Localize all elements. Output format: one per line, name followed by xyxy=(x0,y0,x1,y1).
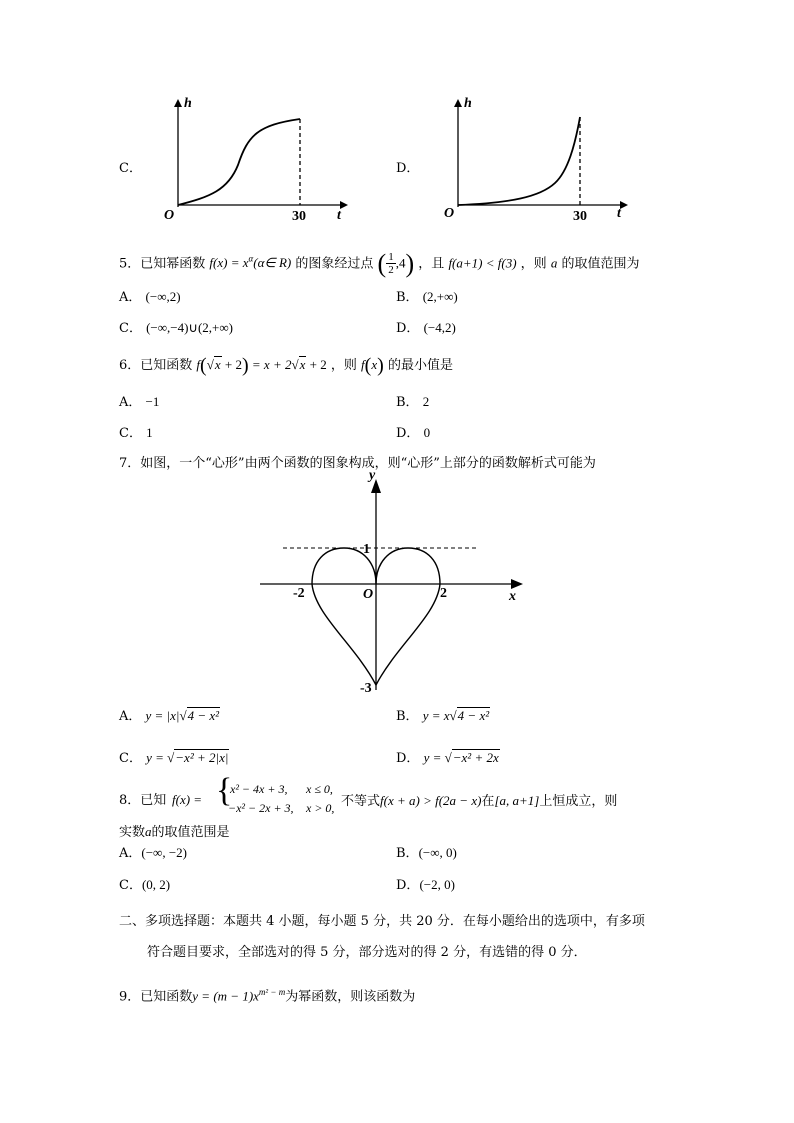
graph-c-curve xyxy=(178,119,300,205)
q8-inequality: f(x + a) > f(2a − x) xyxy=(380,793,482,808)
q5-alpha-exp: α xyxy=(248,254,254,264)
q6-option-d[interactable]: D． 0 xyxy=(396,425,431,441)
q6-fx: f xyxy=(361,357,365,372)
q8-case1-cond: x ≤ 0, xyxy=(306,782,333,796)
heart-y-label: y xyxy=(369,468,376,483)
graph-d-h-label: h xyxy=(464,96,472,111)
q9-exp: m² − m xyxy=(258,987,286,997)
q5-option-a[interactable]: A． (−∞,2) xyxy=(119,289,181,305)
graph-d-y-arrow xyxy=(454,99,462,107)
q6-eq: = x + 2 xyxy=(248,357,292,372)
q5-fraction xyxy=(386,251,396,276)
heart-graph xyxy=(255,468,535,700)
q6-f: f xyxy=(196,357,201,372)
q6-sqrt-x: x xyxy=(214,357,221,372)
q5-stem-d: ，则 xyxy=(520,256,547,272)
heart-origin: O xyxy=(363,587,374,602)
q8-var-a: a xyxy=(145,824,152,839)
q5-func xyxy=(209,255,291,270)
q8-stem-c: 在 xyxy=(481,794,495,809)
section2-line2: 符合题目要求，全部选对的得 5 分，部分选对的得 2 分，有选错的得 0 分． xyxy=(147,945,587,960)
graph-c-origin: O xyxy=(164,208,175,223)
option-d-label: D． xyxy=(396,161,420,176)
graph-d-t-label: t xyxy=(617,206,621,221)
graph-d-tick-30: 30 xyxy=(573,209,587,224)
q5-stem-e: 的取值范围为 xyxy=(561,256,640,272)
graph-d-x-arrow xyxy=(620,201,628,209)
q9-stem xyxy=(119,983,415,1006)
graph-c-x-arrow xyxy=(340,201,348,209)
q8-brace: { xyxy=(216,772,233,809)
heart-x-arrow xyxy=(511,579,523,589)
q6-rhs-sqrt: x xyxy=(299,357,306,372)
q8-stem-line2 xyxy=(119,823,230,842)
option-c-label: C． xyxy=(119,161,142,176)
q8-stem-d: 上恒成立，则 xyxy=(539,794,618,809)
q5-frac-num: 1 xyxy=(388,251,394,264)
q9-stem-b: 为幂函数，则该函数为 xyxy=(285,989,416,1005)
q5-func-f: f(x) = x xyxy=(209,255,249,271)
q8-option-b[interactable]: B．(−∞, 0) xyxy=(396,845,457,861)
q5-inequality: f(a+1) < f(3) xyxy=(448,255,517,271)
graph-c-tick-30: 30 xyxy=(292,209,306,224)
q6-stem-b: ，则 xyxy=(330,358,357,373)
q6-option-c[interactable]: C． 1 xyxy=(119,425,153,441)
q8-stem-rest xyxy=(341,792,617,811)
q6-stem: 6．已知函数 f(√x + 2) = x + 2√x + 2 ，则 f(x) 的最小值是 xyxy=(119,354,453,377)
q9-func: y = (m − 1)x xyxy=(192,988,259,1004)
heart-tick-neg3: -3 xyxy=(360,681,372,696)
heart-tick-2: 2 xyxy=(440,586,447,601)
graph-c-t-label: t xyxy=(337,208,341,223)
graph-d xyxy=(420,95,640,225)
graph-d-curve xyxy=(458,117,580,205)
q7-stem: 7．如图，一个“心形”由两个函数的图象构成，则“心形”上部分的函数解析式可能为 xyxy=(119,456,596,471)
section2-line1: 二、多项选择题：本题共 4 小题，每小题 5 分，共 20 分．在每小题给出的选项中，有多项 xyxy=(119,914,645,929)
q6-stem-c: 的最小值是 xyxy=(387,358,453,373)
q6-plus-2: + 2 xyxy=(221,357,242,372)
q7-option-a[interactable]: A． y = |x|√4 − x² xyxy=(119,708,220,724)
q6-option-a[interactable]: A． −1 xyxy=(119,394,160,410)
q9-stem-a: 9．已知函数 xyxy=(119,989,193,1005)
q8-option-c[interactable]: C．(0, 2) xyxy=(119,877,171,893)
q6-stem-a: 6．已知函数 xyxy=(119,358,193,373)
q6-fx-arg: x xyxy=(371,357,378,372)
graph-c xyxy=(140,95,360,225)
q5-stem-b: 的图象经过点 xyxy=(295,256,374,272)
q5-stem-c: ，且 xyxy=(418,256,445,272)
graph-d-origin: O xyxy=(444,206,455,221)
q7-option-c[interactable]: C． y = √−x² + 2|x| xyxy=(119,750,229,766)
q6-rhs-tail: + 2 xyxy=(306,357,327,372)
q8-option-d[interactable]: D．(−2, 0) xyxy=(396,877,455,893)
q8-stem-b: 不等式 xyxy=(341,794,381,809)
q8-stem-line2-a: 实数 xyxy=(119,825,146,840)
q8-fdef: f(x) = xyxy=(172,792,203,807)
q8-option-a[interactable]: A．(−∞, −2) xyxy=(119,845,187,861)
heart-x-label: x xyxy=(509,589,516,604)
heart-tick-1: 1 xyxy=(363,542,370,557)
q8-stem-a: 8．已知 xyxy=(119,793,167,808)
q5-option-b[interactable]: B． (2,+∞) xyxy=(396,289,458,305)
q5-point-y: ,4 xyxy=(395,255,406,271)
q6-option-b[interactable]: B． 2 xyxy=(396,394,430,410)
q8-stem-e: 的取值范围是 xyxy=(151,825,230,840)
heart-tick-neg2: -2 xyxy=(293,586,305,601)
q8-case1-expr: x² − 4x + 3, xyxy=(230,782,288,796)
q5-stem: 5．已知幂函数 $f(x) = x^\alpha(\alpha\in$ R) 的图象经过点 ( $\frac{1}{2}$ ,4) ，且 f(a+1) < f(3) ，则 a 的取值范围为 xyxy=(119,248,640,278)
graph-c-h-label: h xyxy=(184,96,192,111)
q7-option-d[interactable]: D． y = √−x² + 2x xyxy=(396,750,499,766)
q5-stem-a: 5．已知幂函数 xyxy=(119,256,206,272)
q5-option-c[interactable]: C． (−∞,−4)∪(2,+∞) xyxy=(119,320,233,336)
q5-domain: (α∈ R) xyxy=(253,255,292,271)
q5-var-a: a xyxy=(550,255,558,271)
q7-option-b[interactable]: B． y = x√4 − x² xyxy=(396,708,490,724)
q8-case2-expr: −x² − 2x + 3, xyxy=(228,801,294,815)
q5-frac-den: 2 xyxy=(388,264,394,277)
q8-interval: [a, a+1] xyxy=(494,793,540,808)
q5-option-d[interactable]: D． (−4,2) xyxy=(396,320,456,336)
graph-c-y-arrow xyxy=(174,99,182,107)
q8-case2-cond: x > 0, xyxy=(306,801,335,815)
